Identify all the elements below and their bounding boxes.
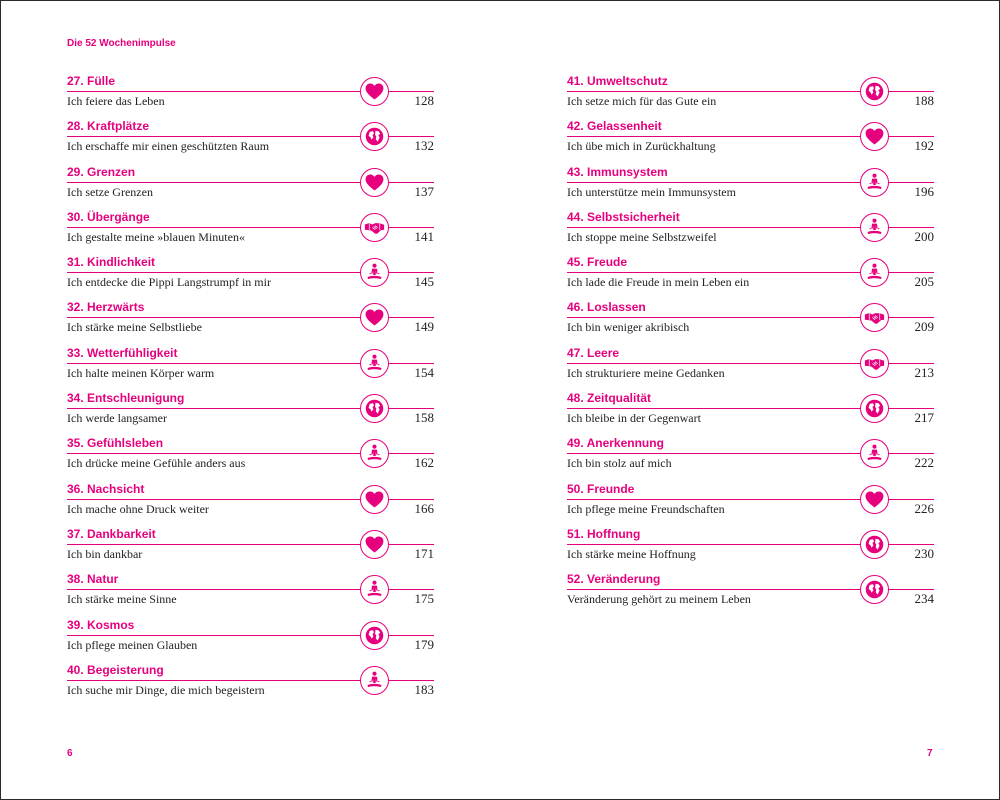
meditation-icon: [360, 258, 389, 287]
entry-title: 35. Gefühlsleben: [67, 436, 164, 451]
toc-entry: [567, 297, 934, 342]
running-header: Die 52 Wochenimpulse: [67, 38, 176, 49]
globe-icon: [360, 621, 389, 650]
entry-title: 50. Freunde: [567, 481, 635, 496]
toc-entry: [567, 479, 934, 524]
entry-subtitle: Ich werde langsamer: [67, 411, 167, 426]
entry-subtitle: Ich bin dankbar: [67, 546, 143, 561]
entry-page-number: 183: [414, 681, 434, 697]
heart-icon: [360, 303, 389, 332]
toc-entry: [67, 524, 434, 569]
entry-page-number: 200: [914, 228, 934, 244]
toc-entry: [67, 569, 434, 614]
entry-subtitle: Ich stärke meine Selbstliebe: [67, 320, 202, 335]
entry-title: 30. Übergänge: [67, 209, 150, 224]
entry-page-number: 166: [414, 500, 434, 516]
entry-subtitle: Ich strukturiere meine Gedanken: [567, 365, 725, 380]
entry-subtitle: Ich setze mich für das Gute ein: [567, 94, 717, 108]
meditation-icon: [860, 168, 889, 197]
entry-subtitle: Ich stoppe meine Selbstzweifel: [567, 229, 717, 244]
entry-page-number: 162: [414, 455, 434, 471]
entry-subtitle: Ich bin stolz auf mich: [567, 456, 672, 471]
toc-entry: [67, 162, 434, 207]
entry-subtitle: Ich halte meinen Körper warm: [67, 365, 215, 380]
entry-title: 45. Freude: [567, 255, 628, 270]
toc-entry: [67, 343, 434, 388]
entry-title: 48. Zeitqualität: [567, 391, 652, 406]
entry-subtitle: Ich unterstütze mein Immunsystem: [567, 184, 736, 199]
toc-entry: [67, 388, 434, 433]
heart-icon: [360, 485, 389, 514]
entry-page-number: 145: [414, 274, 434, 290]
toc-entry: [67, 433, 434, 478]
globe-icon: [860, 530, 889, 559]
entry-page-number: 158: [414, 410, 434, 426]
entry-title: 27. Fülle: [67, 74, 116, 88]
meditation-icon: [860, 439, 889, 468]
page-number-right: 7: [927, 748, 933, 759]
heart-icon: [360, 530, 389, 559]
entry-page-number: 234: [914, 591, 934, 607]
heart-icon: [360, 168, 389, 197]
entry-subtitle: Ich suche mir Dinge, die mich begeistern: [67, 682, 265, 697]
entry-subtitle: Ich feiere das Leben: [67, 94, 165, 108]
entry-page-number: 154: [414, 364, 434, 380]
toc-entry: [567, 116, 934, 161]
entry-title: 42. Gelassenheit: [567, 119, 662, 134]
globe-icon: [860, 394, 889, 423]
entry-title: 39. Kosmos: [67, 617, 135, 632]
entry-subtitle: Ich stärke meine Hoffnung: [567, 546, 696, 561]
toc-entry: [567, 343, 934, 388]
entry-title: 47. Leere: [567, 345, 620, 360]
toc-entry: [567, 524, 934, 569]
entry-page-number: 222: [914, 455, 934, 471]
entry-title: 40. Begeisterung: [67, 662, 164, 677]
meditation-icon: [860, 213, 889, 242]
entry-subtitle: Ich drücke meine Gefühle anders aus: [67, 456, 246, 471]
toc-entry: [567, 71, 934, 116]
entry-subtitle: Ich pflege meine Freundschaften: [567, 501, 725, 516]
toc-entry: [567, 569, 934, 614]
entry-subtitle: Ich gestalte meine »blauen Minuten«: [67, 229, 245, 244]
entry-page-number: 149: [414, 319, 434, 335]
entry-subtitle: Ich mache ohne Druck weiter: [67, 501, 209, 516]
entry-subtitle: Ich bleibe in der Gegenwart: [567, 411, 701, 426]
entry-page-number: 205: [914, 274, 934, 290]
toc-entry: [67, 479, 434, 524]
entry-title: 44. Selbstsicherheit: [567, 209, 680, 224]
entry-page-number: 230: [914, 545, 934, 561]
entry-title: 37. Dankbarkeit: [67, 526, 156, 541]
entry-page-number: 226: [914, 500, 934, 516]
entry-page-number: 196: [914, 183, 934, 199]
entry-page-number: 128: [414, 93, 434, 108]
toc-entry: [67, 116, 434, 161]
entry-title: 36. Nachsicht: [67, 481, 145, 496]
entry-subtitle: Ich bin weniger akribisch: [567, 320, 690, 335]
entry-title: 33. Wetterfühligkeit: [67, 345, 178, 360]
entry-page-number: 209: [914, 319, 934, 335]
heart-icon: [860, 122, 889, 151]
entry-title: 38. Natur: [67, 572, 119, 587]
globe-icon: [360, 122, 389, 151]
entry-page-number: 179: [414, 636, 434, 652]
globe-icon: [360, 394, 389, 423]
meditation-icon: [360, 575, 389, 604]
handshake-icon: [860, 349, 889, 378]
toc-entry: [567, 252, 934, 297]
toc-entry: [567, 388, 934, 433]
toc-entry: [567, 433, 934, 478]
toc-column-right: [567, 71, 934, 615]
entry-subtitle: Ich erschaffe mir einen geschützten Raum: [67, 139, 270, 154]
entry-subtitle: Veränderung gehört zu meinem Leben: [567, 592, 751, 607]
meditation-icon: [360, 439, 389, 468]
entry-title: 41. Umweltschutz: [567, 74, 668, 88]
entry-page-number: 217: [914, 410, 934, 426]
entry-subtitle: Ich entdecke die Pippi Langstrumpf in mir: [67, 275, 271, 290]
entry-subtitle: Ich setze Grenzen: [67, 184, 153, 199]
entry-title: 43. Immunsystem: [567, 164, 668, 179]
entry-page-number: 188: [914, 93, 934, 108]
globe-icon: [860, 77, 889, 106]
entry-subtitle: Ich übe mich in Zurückhaltung: [567, 139, 716, 154]
toc-entry: [67, 615, 434, 660]
toc-entry: [67, 207, 434, 252]
globe-icon: [860, 575, 889, 604]
entry-title: 46. Loslassen: [567, 300, 646, 315]
toc-entry: [567, 162, 934, 207]
toc-entry: [67, 660, 434, 705]
toc-entry: [67, 252, 434, 297]
entry-page-number: 175: [414, 591, 434, 607]
entry-title: 32. Herzwärts: [67, 300, 145, 315]
meditation-icon: [360, 666, 389, 695]
heart-icon: [860, 485, 889, 514]
entry-title: 51. Hoffnung: [567, 526, 641, 541]
entry-subtitle: Ich lade die Freude in mein Leben ein: [567, 275, 750, 290]
entry-subtitle: Ich stärke meine Sinne: [67, 592, 177, 607]
entry-page-number: 137: [414, 183, 434, 199]
entry-page-number: 213: [914, 364, 934, 380]
meditation-icon: [360, 349, 389, 378]
toc-entry: [67, 297, 434, 342]
entry-page-number: 192: [914, 138, 934, 154]
toc-entry: [67, 71, 434, 116]
entry-title: 52. Veränderung: [567, 572, 661, 587]
page-number-left: 6: [67, 748, 73, 759]
entry-title: 29. Grenzen: [67, 164, 136, 179]
toc-entry: [567, 207, 934, 252]
toc-column-left: [67, 71, 434, 705]
entry-title: 49. Anerkennung: [567, 436, 664, 451]
handshake-icon: [360, 213, 389, 242]
meditation-icon: [860, 258, 889, 287]
entry-page-number: 141: [414, 228, 434, 244]
entry-title: 31. Kindlichkeit: [67, 255, 156, 270]
heart-icon: [360, 77, 389, 106]
handshake-icon: [860, 303, 889, 332]
entry-subtitle: Ich pflege meinen Glauben: [67, 637, 198, 652]
entry-title: 34. Entschleunigung: [67, 391, 185, 406]
entry-page-number: 171: [414, 545, 434, 561]
entry-page-number: 132: [414, 138, 434, 154]
entry-title: 28. Kraftplätze: [67, 119, 150, 134]
